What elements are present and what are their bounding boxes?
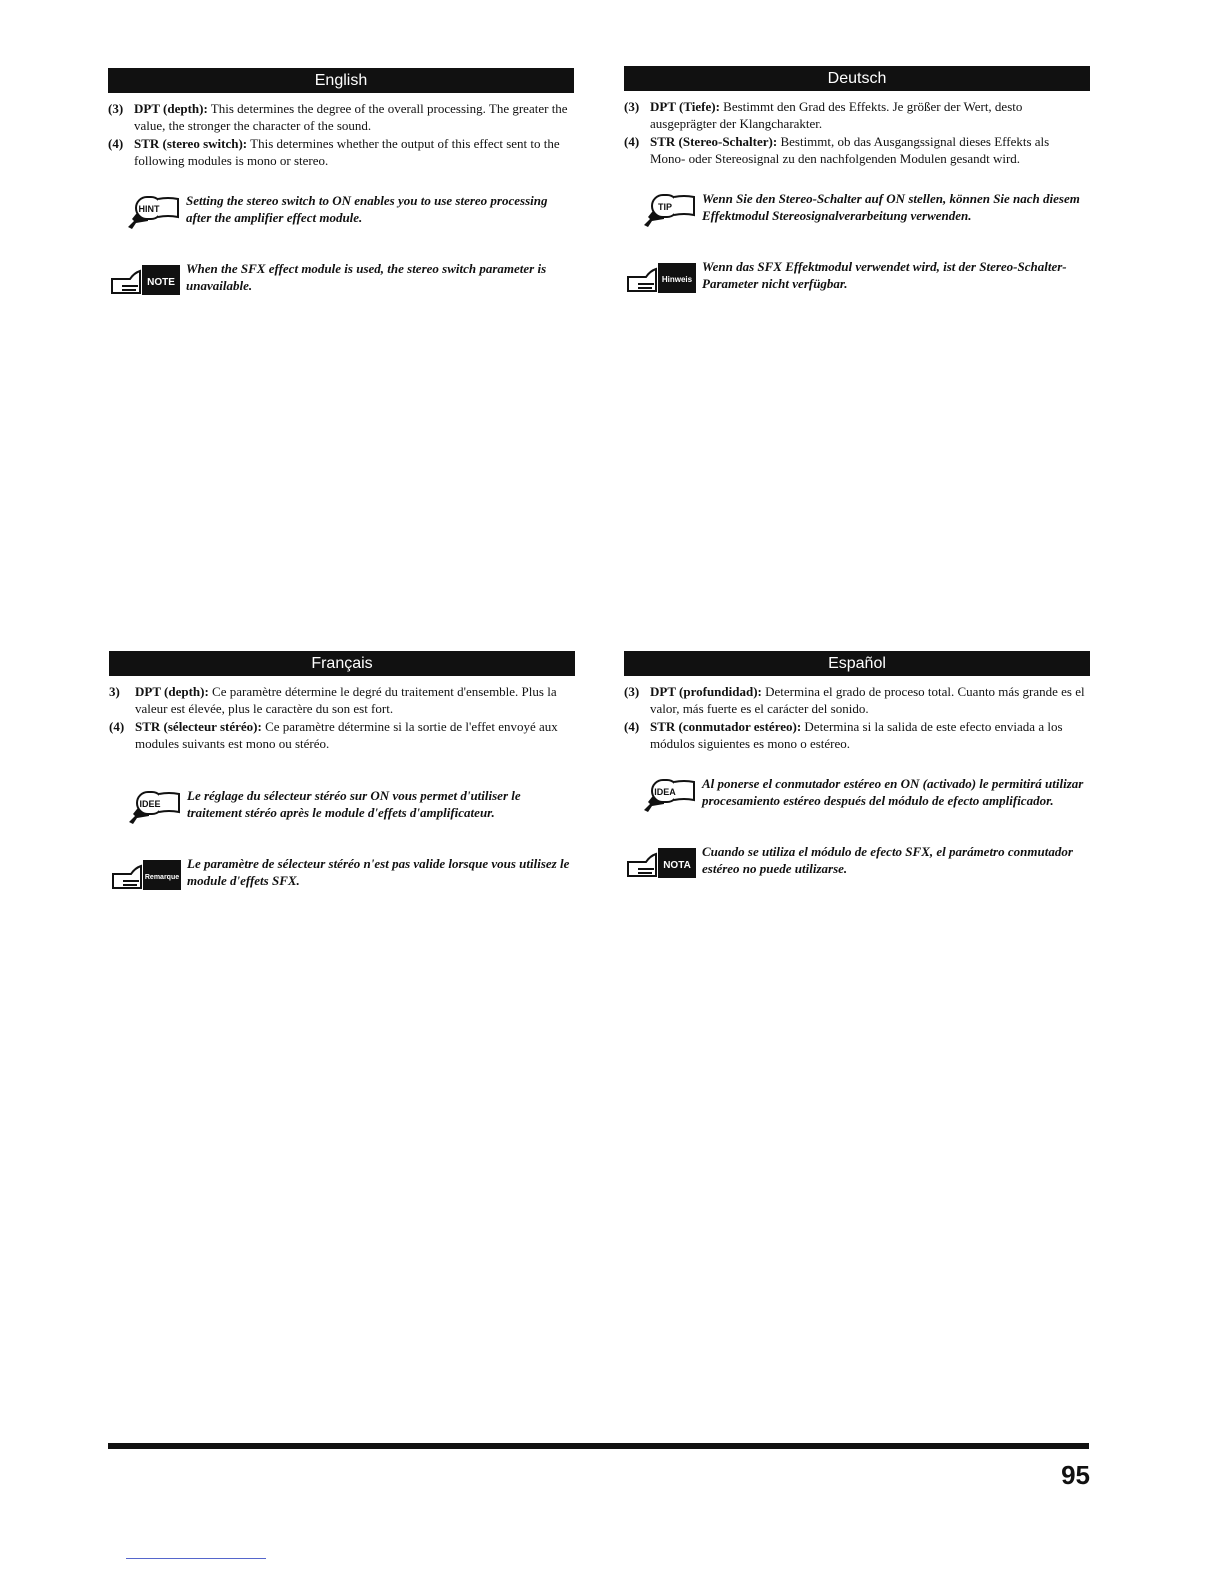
nota-icon-label: NOTA	[663, 860, 691, 871]
note-callout	[624, 257, 1090, 299]
remarque-callout	[109, 854, 575, 896]
idea-callout	[624, 774, 1090, 816]
item-description	[134, 135, 574, 169]
parameter-item-dpt	[624, 98, 1090, 132]
item-number: (3)	[108, 101, 124, 116]
item-text: Ce paramètre détermine le degré du traitement d'ensemble. Plus la valeur est élevée, plus le caractère du son est fort.	[135, 684, 557, 716]
idea-icon	[624, 774, 702, 816]
item-description	[650, 98, 1090, 132]
nota-icon	[624, 842, 702, 884]
item-number: 3)	[109, 684, 120, 699]
remarque-icon	[109, 854, 187, 896]
item-text: This determines whether the output of this effect sent to the following modules is mono or stereo.	[134, 136, 560, 168]
idee-icon-label: IDEE	[139, 799, 161, 809]
idee-text: Le réglage du sélecteur stéréo sur ON vous permet d'utiliser le traitement stéréo après le module d'effets d'amplificateur.	[187, 788, 521, 820]
item-term: DPT (depth):	[135, 684, 209, 699]
note-icon	[624, 257, 702, 299]
page-number: 95	[1061, 1460, 1090, 1490]
item-term: STR (conmutador estéreo):	[650, 719, 802, 734]
item-term: DPT (depth):	[134, 101, 208, 116]
item-description	[134, 100, 574, 134]
item-text: Bestimmt den Grad des Effekts. Je größer der Wert, desto ausgeprägter der Klangcharakter.	[650, 99, 1023, 131]
item-number: (3)	[624, 99, 640, 114]
item-term: DPT (profundidad):	[650, 684, 762, 699]
language-heading: English	[108, 68, 574, 93]
footer-rule	[108, 1443, 1089, 1449]
language-heading: Deutsch	[624, 66, 1090, 91]
idea-icon-label: IDEA	[654, 787, 676, 797]
idea-text: Al ponerse el conmutador estéreo en ON (activado) le permitirá utilizar procesamiento estéreo después del módulo de efecto amplificador.	[702, 776, 1084, 808]
item-text: This determines the degree of the overall processing. The greater the value, the stronger the character of the sound.	[134, 101, 568, 133]
language-heading: Français	[109, 651, 575, 676]
item-number: (4)	[624, 719, 640, 734]
item-number: (4)	[624, 134, 640, 149]
hint-icon	[108, 191, 186, 233]
item-description	[650, 683, 1090, 717]
bottom-link-line	[126, 1558, 266, 1559]
tip-callout	[624, 189, 1090, 231]
item-term: DPT (Tiefe):	[650, 99, 720, 114]
note-text: Wenn das SFX Effektmodul verwendet wird, ist der Stereo-Schalter-Parameter nicht verfügbar.	[702, 259, 1067, 291]
nota-text: Cuando se utiliza el módulo de efecto SFX, el parámetro conmutador estéreo no puede utilizarse.	[702, 844, 1073, 876]
item-text: Ce paramètre détermine si la sortie de l'effet envoyé aux modules suivants est mono ou stéréo.	[135, 719, 558, 751]
parameter-item-dpt	[624, 683, 1090, 717]
item-number: (4)	[108, 136, 124, 151]
note-text: When the SFX effect module is used, the stereo switch parameter is unavailable.	[186, 261, 547, 293]
hint-text: Setting the stereo switch to ON enables you to use stereo processing after the amplifier effect module.	[186, 193, 548, 225]
idee-icon	[109, 786, 187, 828]
item-text: Determina el grado de proceso total. Cuanto más grande es el valor, más fuerte es el carácter del sonido.	[650, 684, 1085, 716]
tip-icon	[624, 189, 702, 231]
parameter-item-dpt	[108, 100, 574, 134]
item-description	[135, 718, 575, 752]
note-icon	[108, 259, 186, 301]
section-deutsch	[624, 66, 1090, 299]
note-icon-label: Hinweis	[661, 275, 693, 284]
note-icon-label: NOTE	[147, 277, 175, 288]
item-text: Bestimmt, ob das Ausgangssignal dieses Effekts als Mono- oder Stereosignal zu den nachfolgenden Modulen gesandt wird.	[650, 134, 1050, 166]
item-term: STR (sélecteur stéréo):	[135, 719, 262, 734]
item-number: (3)	[624, 684, 640, 699]
section-espanol	[624, 651, 1090, 884]
remarque-text: Le paramètre de sélecteur stéréo n'est pas valide lorsque vous utilisez le module d'effets SFX.	[187, 856, 570, 888]
hint-callout	[108, 191, 574, 233]
nota-callout	[624, 842, 1090, 884]
parameter-item-str	[624, 718, 1090, 752]
item-description	[135, 683, 575, 717]
item-description	[650, 718, 1090, 752]
idee-callout	[109, 786, 575, 828]
item-description	[650, 133, 1090, 167]
tip-text: Wenn Sie den Stereo-Schalter auf ON stellen, können Sie nach diesem Effektmodul Stereosignalverarbeitung verwenden.	[702, 191, 1080, 223]
parameter-item-str	[108, 135, 574, 169]
item-term: STR (stereo switch):	[134, 136, 248, 151]
note-callout	[108, 259, 574, 301]
tip-icon-label: TIP	[657, 202, 673, 212]
section-francais	[109, 651, 575, 896]
section-english	[108, 68, 574, 301]
parameter-item-str	[109, 718, 575, 752]
language-heading: Español	[624, 651, 1090, 676]
parameter-item-dpt	[109, 683, 575, 717]
hint-icon-label: HINT	[138, 204, 160, 214]
item-text: Determina si la salida de este efecto enviada a los módulos siguientes es mono o estéreo.	[650, 719, 1063, 751]
remarque-icon-label: Remarque	[144, 874, 180, 881]
item-number: (4)	[109, 719, 125, 734]
item-term: STR (Stereo-Schalter):	[650, 134, 778, 149]
parameter-item-str	[624, 133, 1090, 167]
